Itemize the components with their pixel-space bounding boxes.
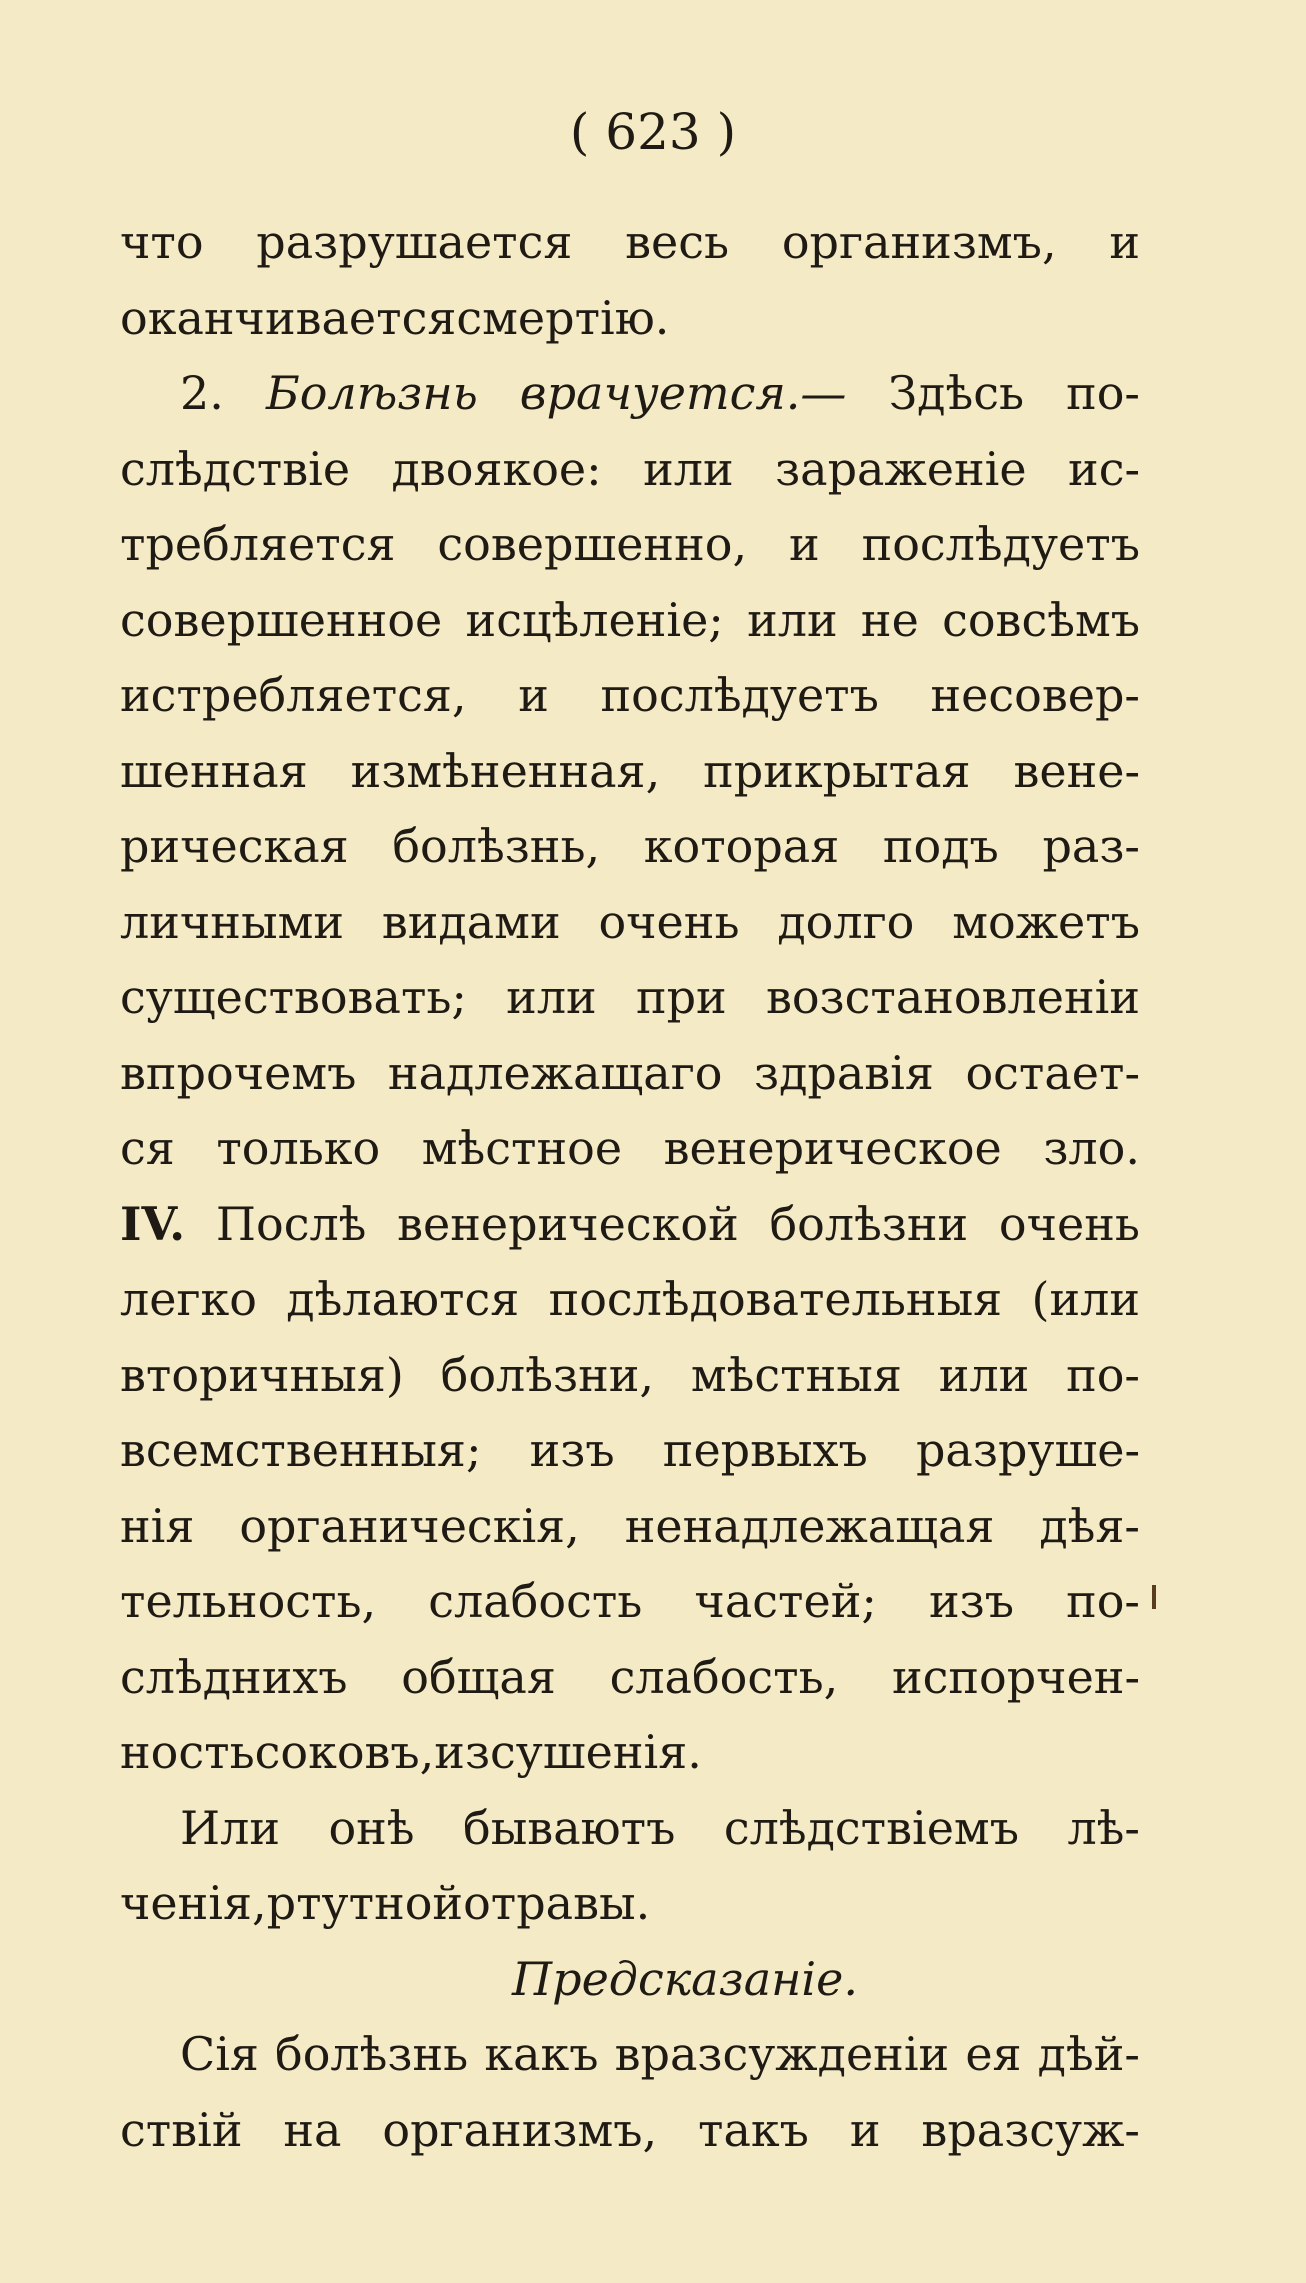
word: долго <box>777 894 915 949</box>
text-line <box>120 658 1140 734</box>
word: ненадлежащая <box>624 1498 995 1553</box>
text-line <box>120 281 1140 357</box>
word: только <box>216 1121 381 1175</box>
word: зараженіе <box>775 441 1027 496</box>
word: истребляется, <box>120 668 467 722</box>
text-line <box>120 432 1140 508</box>
word: ся <box>120 1121 175 1175</box>
text-line <box>120 809 1140 885</box>
word: несовер- <box>930 668 1140 722</box>
word: лѣ- <box>1067 1800 1140 1855</box>
section-heading <box>120 1942 1140 2018</box>
word: дѣя- <box>1039 1498 1140 1553</box>
word: слѣднихъ <box>120 1649 348 1704</box>
text-line <box>120 205 1140 281</box>
word: слѣдствіе <box>120 441 351 496</box>
text-line <box>120 960 1140 1036</box>
word: Сія <box>180 2027 259 2081</box>
word: ствій <box>120 2102 243 2157</box>
word: первыхъ <box>662 1423 868 1477</box>
word: или <box>506 970 597 1024</box>
word: совсѣмъ <box>942 592 1140 647</box>
word: и <box>518 668 549 722</box>
word: исцѣленіе; <box>465 592 724 647</box>
text-line <box>120 356 1140 432</box>
text-line <box>120 1187 1140 1263</box>
text-line <box>120 1413 1140 1489</box>
word: совершенное <box>120 592 443 647</box>
word: ченія, <box>120 1876 267 1930</box>
word: здравія <box>754 1045 934 1100</box>
word: шенная <box>120 743 308 798</box>
word: зло. <box>1043 1121 1140 1175</box>
text-line <box>120 507 1140 583</box>
text-line <box>120 2093 1140 2169</box>
word: впрочемъ <box>120 1045 357 1100</box>
body-text <box>120 205 1140 2168</box>
word: венерической <box>397 1196 739 1251</box>
word: бываютъ <box>463 1800 676 1855</box>
text-line <box>120 1791 1140 1867</box>
word: очень <box>998 1196 1140 1251</box>
word: вене- <box>1013 743 1140 798</box>
text-line <box>120 1262 1140 1338</box>
text-line <box>120 1564 1140 1640</box>
word: измѣненная, <box>350 743 661 798</box>
word: мѣстныя <box>690 1347 902 1402</box>
word: органическія, <box>239 1498 580 1553</box>
word: IV. <box>120 1196 186 1251</box>
word: подъ <box>882 819 999 873</box>
word: не <box>860 592 919 647</box>
word: онѣ <box>328 1800 415 1855</box>
word: болѣзнь <box>275 2027 469 2081</box>
word: послѣдуетъ <box>861 517 1140 571</box>
word: видами <box>381 894 561 949</box>
word: общая <box>401 1649 556 1704</box>
word: по- <box>1066 1347 1140 1402</box>
text-line <box>120 1338 1140 1414</box>
word: испорчен- <box>891 1649 1140 1704</box>
word: послѣдовательныя <box>548 1272 1003 1326</box>
text-line <box>120 734 1140 810</box>
word: ртутной <box>266 1876 464 1930</box>
word: дѣй- <box>1037 2027 1140 2081</box>
word: слабость, <box>609 1649 839 1704</box>
ink-mark <box>1152 1585 1156 1609</box>
word: послѣдуетъ <box>600 668 879 722</box>
word: и <box>1109 215 1140 269</box>
text-line <box>120 2017 1140 2093</box>
word: надлежащаго <box>387 1045 723 1100</box>
word: можетъ <box>952 894 1140 949</box>
word: совершенно, <box>437 517 748 571</box>
word: личными <box>120 894 345 949</box>
word: Или <box>180 1800 280 1855</box>
word: венерическое <box>663 1121 1002 1175</box>
word: легко <box>120 1272 257 1326</box>
word: Предсказаніе. <box>512 1951 858 2006</box>
word: существовать; <box>120 970 467 1024</box>
word: или <box>938 1347 1030 1402</box>
word: или <box>747 592 838 647</box>
word: (или <box>1031 1272 1140 1326</box>
word: или <box>643 441 734 496</box>
text-line <box>120 1036 1140 1112</box>
word: болѣзнь, <box>392 819 601 873</box>
word: ис- <box>1068 441 1140 496</box>
word: и <box>788 517 820 571</box>
word: оканчивается <box>120 290 457 345</box>
word: всемственныя; <box>120 1423 482 1477</box>
text-line <box>120 1640 1140 1716</box>
word: мѣстное <box>421 1121 623 1175</box>
text-line <box>120 885 1140 961</box>
word: какъ <box>484 2027 599 2081</box>
word: рическая <box>120 819 349 873</box>
word: весь <box>625 215 730 269</box>
word: возстановленіи <box>765 970 1140 1024</box>
word: Послѣ <box>215 1196 367 1251</box>
text-line <box>120 583 1140 659</box>
text-line <box>120 1866 1140 1942</box>
word: ея <box>965 2027 1022 2081</box>
word: тельность, <box>120 1574 377 1628</box>
word: очень <box>598 894 740 949</box>
word: врачуется.— <box>519 366 847 420</box>
word: на <box>283 2102 342 2157</box>
word: что <box>120 215 204 269</box>
word: такъ <box>698 2102 809 2157</box>
word: двоякое: <box>391 441 602 496</box>
word: частей; <box>694 1574 877 1628</box>
word: изъ <box>928 1574 1014 1628</box>
word: организмъ, <box>382 2102 658 2157</box>
word: вразсуж- <box>921 2102 1140 2157</box>
word: организмъ, <box>781 215 1057 269</box>
word: соковъ, <box>254 1725 435 1779</box>
word: разрушается <box>256 215 573 269</box>
word: прикрытая <box>703 743 971 798</box>
word: разруше- <box>915 1423 1140 1477</box>
word: изсушенія. <box>434 1725 702 1779</box>
word: вразсужденіи <box>614 2027 950 2081</box>
word: которая <box>643 819 840 873</box>
word: требляется <box>120 517 396 571</box>
word: болѣзни, <box>440 1347 655 1402</box>
text-line <box>120 1111 1140 1187</box>
text-line <box>120 1715 1140 1791</box>
word: 2. <box>180 366 224 420</box>
word: и <box>849 2102 881 2157</box>
text-line <box>120 1489 1140 1565</box>
word: Болѣзнь <box>265 366 478 420</box>
word: слѣдствіемъ <box>723 1800 1019 1855</box>
word: дѣлаются <box>286 1272 520 1326</box>
word: при <box>635 970 727 1024</box>
word: ность <box>120 1725 255 1779</box>
word: изъ <box>529 1423 615 1477</box>
word: отравы. <box>463 1876 651 1930</box>
word: болѣзни <box>769 1196 969 1251</box>
word: смертію. <box>456 290 670 345</box>
word: вторичныя) <box>120 1347 404 1402</box>
word: остает- <box>965 1045 1140 1100</box>
word: по- <box>1066 366 1140 420</box>
word: Здѣсь <box>888 366 1025 420</box>
page-number: ( 623 ) <box>569 103 737 161</box>
word: слабость <box>428 1574 643 1628</box>
word: нія <box>120 1498 195 1553</box>
word: раз- <box>1042 819 1140 873</box>
word: по- <box>1066 1574 1140 1628</box>
